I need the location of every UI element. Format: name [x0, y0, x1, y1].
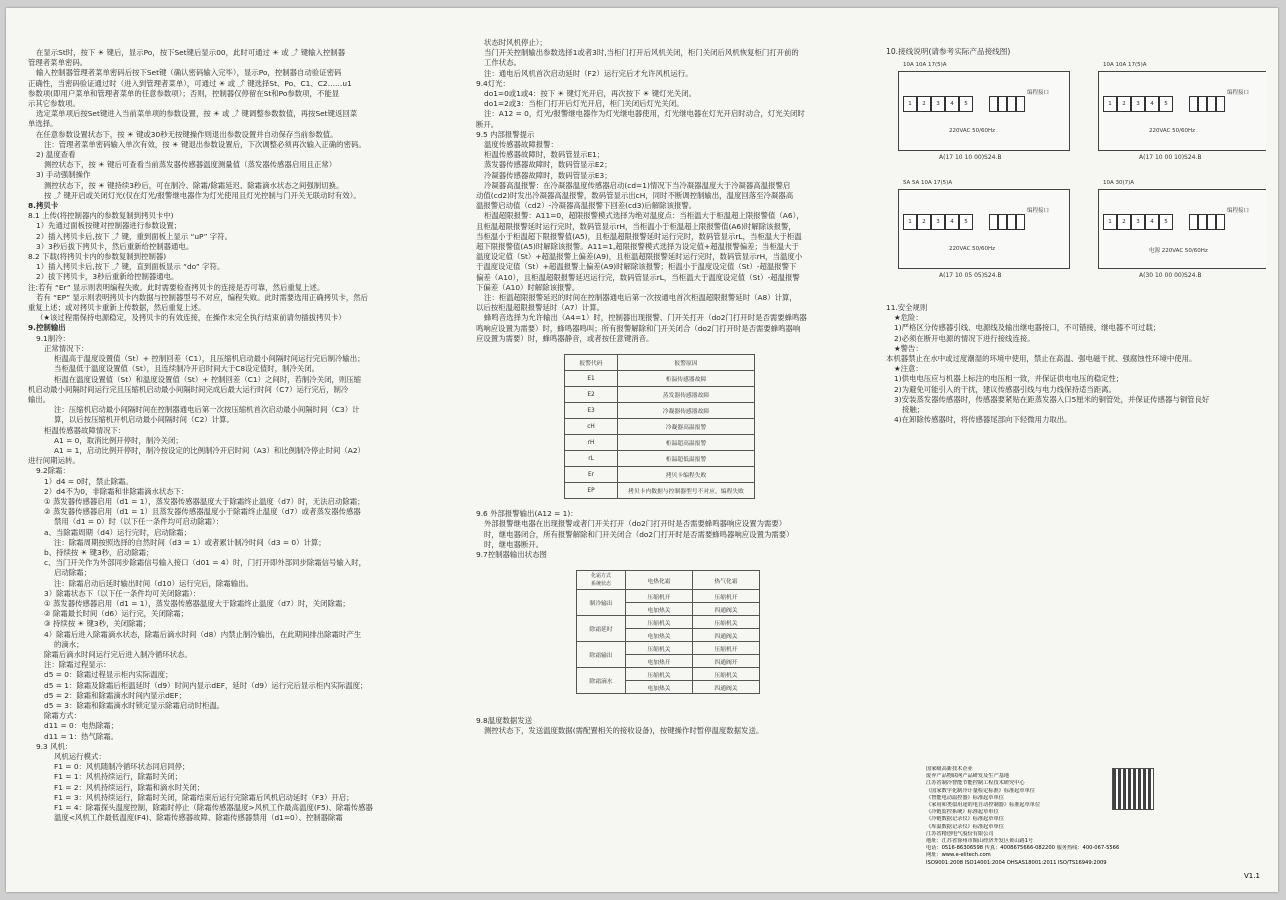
left-text-line: 重复上述；或对拷贝卡重新上传数据，然后重复上述。 [28, 303, 206, 313]
wiring-diagram [898, 180, 1070, 279]
left-text-line: 9.1制冷： [36, 333, 70, 343]
left-text-line: 1）插入拷贝卡后,按下 ⤴ 键，直到面板显示 “do” 字符。 [36, 262, 225, 272]
programming-port-label: 编程接口 [1227, 208, 1250, 214]
left-text-line: 输入控制器管理者菜单密码后按下Set键（确认密码输入完毕），显示Po，控制器自动验证密码 [36, 68, 342, 78]
left-text-line: 正常情况下： [44, 343, 89, 353]
terminal-block: 1 [903, 96, 917, 112]
left-text-line: 机启动最小间隔时间运行完且压缩机启动最小间隔时间完成后最大运行时间（C7）运行完后，制冷 [28, 384, 349, 394]
left-text-line: 除霜方式： [44, 711, 81, 721]
hotgas-defrost-cell: 四通阀关 [693, 603, 760, 616]
sensor-terminal [1007, 214, 1016, 230]
alarm-table-header-code: 报警代码 [565, 355, 618, 371]
terminal-block: 4 [945, 214, 959, 230]
alarm-reason-cell: 拷贝卡内数据与控制器型号不对应，编程失败 [618, 483, 755, 499]
left-text-line: 在任意参数设置状态下，按 ☀ 键或30秒无按键操作则退出参数设置并自动保存当前参数值。 [36, 129, 338, 139]
terminal-block: 1 [903, 214, 917, 230]
sensor-terminal [1207, 96, 1216, 112]
left-text-line: 柜温传感器故障情况下： [44, 425, 126, 435]
column-middle [476, 8, 866, 892]
wiring-diagram [1098, 62, 1266, 161]
middle-text-line: 注：柜温超限报警延迟的时间在控制器通电后第一次按通电首次柜温超限报警延时（A8）计算， [484, 293, 797, 303]
alarm-table-row [565, 403, 755, 419]
middle-text-line: 9.4灯光： [476, 78, 510, 88]
left-text-line: F1 = 0：风机随制冷循环状态同启同停； [54, 762, 190, 772]
company-info-line: 《智能电动温控器》标准起草单位 [926, 794, 1004, 801]
alarm-code-cell: EP [565, 483, 618, 499]
output-table-row [577, 616, 760, 629]
left-text-line: 测控状态下，按 ☀ 键后可查看当前蒸发器传感器温度测量值（蒸发器传感器启用且正常） [44, 160, 337, 170]
programming-port-label: 编程接口 [1027, 90, 1050, 96]
left-text-line: 9.2除霜： [36, 466, 70, 476]
left-text-line: F1 = 2：风机持续运行，除霜和滴水时关闭； [54, 782, 205, 792]
middle-text-line: 且柜温超限报警延时运行完时，数码管显示rH，当柜温小于柜温超上限报警值(A6)时解除该报警， [476, 221, 796, 231]
middle-text-line: 断开。 [476, 119, 499, 129]
middle-text-line: 鸣响应设置为需要）时，蜂鸣器鸣叫；所有报警解除和门开关闭合（do2门打开时是否需要蜂鸣器响 [476, 323, 801, 333]
alarm-reason-cell: 柜温传感器故障 [618, 371, 755, 387]
hotgas-defrost-cell: 四通阀开 [693, 655, 760, 668]
sensor-terminal [989, 214, 998, 230]
safety-text-line: ★注意： [894, 364, 923, 374]
company-info-line: ISO9001:2008 ISO14001:2004 OHSAS18001:2011 ISO/TS16949:2009 [926, 859, 1107, 866]
safety-text-line: 接触； [902, 405, 925, 415]
alarm-code-cell: E1 [565, 371, 618, 387]
middle-text-line: do1=0或1或4：按下 ☀ 键灯光开启，再次按下 ☀ 键灯光关闭。 [484, 89, 697, 99]
wiring-diagrams [886, 63, 1266, 295]
middle-text-line: do1=2或3：当柜门打开后灯光开启，柜门关闭后灯光关闭。 [484, 99, 684, 109]
alarm-table-row [565, 419, 755, 435]
output-table-row [577, 642, 760, 655]
alarm-reason-cell: 拷贝卡编程失败 [618, 467, 755, 483]
sensor-terminal [1207, 214, 1216, 230]
left-text-line: ② 除霜最长时间（d6）运行完，关闭除霜； [44, 609, 189, 619]
middle-text-line: 9.6 外部报警输出(A12 = 1)： [476, 509, 578, 519]
electric-defrost-cell: 电加热关 [626, 629, 693, 642]
left-text-line: d5 = 1：除霜及除霜后柜温延时（d9）时间内显示dEF，延时（d9）运行完后显示柜内实际温度； [44, 680, 368, 690]
electric-defrost-cell: 压缩机开 [626, 590, 693, 603]
alarm-code-cell: E3 [565, 403, 618, 419]
alarm-reason-cell: 柜温超低温报警 [618, 451, 755, 467]
left-text-line: 9.控制输出 [28, 323, 66, 333]
left-text-line: F1 = 4：除霜探头温度控制，除霜时停止（除霜传感器温度>风机工作最高温度(F5)、除霜传感器 [54, 803, 373, 813]
left-text-line: 柜温高于温度设置值（St）+ 控制回差（C1），且压缩机启动最小间隔时间运行完后制冷输出； [54, 354, 365, 364]
hotgas-defrost-cell: 四通阀关 [693, 629, 760, 642]
left-text-line: 2）拔下拷贝卡，3秒后重新给控制器通电。 [36, 272, 179, 282]
output-table-corner: 化霜方式 系统状态 [577, 571, 626, 590]
alarm-table-row [565, 467, 755, 483]
middle-text-line: 测控状态下，发送温度数据(需配置相关的接收设备)，按键操作时暂停温度数据发送。 [484, 726, 764, 736]
alarm-code-table [564, 354, 755, 499]
terminal-block: 3 [1131, 96, 1145, 112]
power-label: 220VAC 50/60Hz [949, 128, 996, 134]
safety-text-line: 3)安装蒸发器传感器时，传感器要紧贴在距蒸发器入口5厘米的铜管处，并保证传感器与铜管良好 [894, 394, 1210, 404]
output-state-name: 除霜输出 [577, 642, 626, 668]
terminal-block: 5 [959, 214, 973, 230]
power-label: 220VAC 50/60Hz [949, 246, 996, 252]
electric-defrost-cell: 压缩机关 [626, 616, 693, 629]
terminal-block: 4 [945, 96, 959, 112]
sensor-terminal [1198, 214, 1207, 230]
alarm-reason-cell: 冷凝器高温报警 [618, 419, 755, 435]
alarm-reason-cell: 柜温超高温报警 [618, 435, 755, 451]
middle-text-line: 状态时风机停止）； [484, 38, 547, 47]
column-right [886, 8, 1266, 892]
company-info-line: 网址：www.e-elitech.com [926, 852, 991, 859]
safety-text-line: ★警告： [894, 343, 923, 353]
wiring-caption: A(30 10 00 00)S24.B [1139, 272, 1202, 279]
middle-text-line: 9.5 内部报警提示 [476, 129, 535, 139]
left-text-line: 除霜后滴水时间运行完后进入制冷循环状态。 [44, 649, 192, 659]
sensor-terminal [998, 96, 1007, 112]
alarm-code-cell: rH [565, 435, 618, 451]
alarm-table-header-reason: 报警原因 [618, 355, 755, 371]
terminal-block: 4 [1145, 96, 1159, 112]
left-text-line: d11 = 1：热气除霜。 [44, 731, 119, 741]
middle-text-line: 以后按柜温超限报警延时（A7）计算。 [476, 303, 605, 313]
terminal-block: 2 [917, 96, 931, 112]
manual-sheet [6, 8, 1278, 892]
output-state-name: 除霜滴水 [577, 668, 626, 694]
left-text-line: 管理者菜单密码。 [28, 58, 88, 68]
left-text-line: F1 = 3：风机持续运行，除霜时关闭，除霜结束后运行完除霜后风机启动延时（F3）开启； [54, 792, 354, 802]
output-state-name: 除霜延时 [577, 616, 626, 642]
safety-text-line: 1)严格区分传感器引线、电源线及输出继电器接口，不可错接，继电器不可过载； [894, 323, 1161, 333]
left-text-line: d5 = 0：除霜过程显示柜内实际温度； [44, 670, 173, 680]
safety-text-line: 4)在卸除传感器时，将传感器尾部向下轻微用力取出。 [894, 415, 1072, 425]
sensor-terminal [1016, 214, 1025, 230]
left-text-line: 注：压缩机启动最小间隔时间在控制器通电后第一次按压缩机首次启动最小间隔时间（C3）计 [54, 405, 360, 415]
left-text-line: 注：除霜过程显示： [44, 660, 111, 670]
terminal-block: 3 [1131, 214, 1145, 230]
left-text-line: （★该过程需保持电源稳定，及拷贝卡的有效连接，在操作未完全执行结束前请勿插拔拷贝卡） [36, 313, 346, 323]
sensor-terminal [989, 96, 998, 112]
middle-text-line: 温度设定值（St）+超温报警上偏差(A9)，且柜温超限报警延时运行完时，数码管显示rH，当温度小 [476, 252, 803, 262]
electric-defrost-cell: 电加热关 [626, 603, 693, 616]
safety-text-line: 2)必须在断开电源的情况下进行接线连接。 [894, 333, 1035, 343]
middle-text-line: 时，继电器闭合，所有报警解除和门开关闭合（do2门打开时是否需要蜂鸣器响应设置为需要） [484, 529, 794, 539]
terminal-block: 2 [1117, 96, 1131, 112]
company-info [926, 766, 1126, 867]
middle-text-line: 动值(cd2)时发出冷凝器高温报警，数码管显示出cH，同时不断调控制输出，温度回落至冷凝器高 [476, 191, 794, 201]
left-text-line: 2）插入拷贝卡后,按下 ⤴ 键，重到面板上显示 “uP” 字符。 [36, 231, 232, 241]
relay-rating-label: 10A 10A 17(5)A [1103, 62, 1147, 68]
terminal-block: 5 [1159, 96, 1173, 112]
company-info-line: 《国家数字化制冷计量检定标准》标准起草单位 [926, 787, 1035, 794]
company-info-line: 《家用和类似用途的电自动控制器》标准起草单位 [926, 802, 1041, 809]
alarm-code-cell: E2 [565, 387, 618, 403]
company-info-line: 《库温数据记录仪》标准起草单位 [926, 823, 1004, 830]
programming-port-label: 编程接口 [1227, 90, 1250, 96]
relay-rating-label: 10A 10A 17(5)A [903, 62, 947, 68]
power-label: 220VAC 50/60Hz [1149, 128, 1196, 134]
middle-text-line: 应设置为需要）时，蜂鸣器静音，或者按任意键消音。 [476, 333, 654, 343]
safety-text-line: 1)供电电压应与机器上标注的电压相一致，并保证供电电压的稳定性； [894, 374, 1124, 384]
electric-defrost-cell: 压缩机关 [626, 668, 693, 681]
left-text-line: 8.1 上传(将控制器内的参数复制到拷贝卡中) [28, 211, 174, 221]
sensor-terminal [1216, 96, 1225, 112]
middle-text-line: 偏差（A10），且柜温超限报警延迟运行完，数码管显示rL，当柜温大于温度设定值（St）-超温报警 [476, 272, 800, 282]
middle-text-line: 冷凝器高温报警：在冷凝器温度传感器启动(cd=1)情况下当冷凝器温度大于冷凝器高温报警启 [484, 180, 791, 190]
left-text-line: 选定菜单项后按Set键进入当前菜单项的参数设置，按 ☀ 或 ⤴ 键调整参数数值，再按Set键返回菜 [36, 109, 358, 119]
left-text-line: 进行间期运转。 [28, 456, 80, 466]
company-info-line: 《冷链监控系统》标准起草单位 [926, 809, 999, 816]
terminal-block: 5 [959, 96, 973, 112]
sensor-terminal [1007, 96, 1016, 112]
left-text-line: 测控状态下，按 ☀ 键持续3秒后，可在制冷、除霜/除霜延迟、除霜滴水状态之间强制切换。 [44, 180, 344, 190]
left-text-line: 注：除霜启动后延时输出时间（d10）运行完后，除霜输出。 [54, 578, 253, 588]
left-text-line: 当柜温低于温度设置值（St），且连续制冷开启时间大于C8设定值时，制冷关闭。 [54, 364, 320, 374]
left-text-line: 参数项(即用户菜单和管理者菜单的任意参数项）；否则，控制器仅停留在St和Po参数项，不能显 [28, 88, 340, 98]
safety-text-line: 11.安全规则 [886, 303, 928, 312]
company-info-line: 江苏省制冷智能节能控制工程技术研究中心 [926, 780, 1025, 787]
sensor-terminal [1016, 96, 1025, 112]
output-table-row [577, 590, 760, 603]
column-left [28, 8, 448, 892]
left-text-line: 注:若有 “Er” 显示则表明编程失败。此时需要检查拷贝卡的连接是否可靠，然后重复上述。 [28, 282, 325, 292]
left-text-line: 禁用（d1 = 0）时（以下任一条件均可启动除霜）： [54, 517, 224, 527]
left-text-line: 1）先通过面板按键对控制器进行参数设置； [36, 221, 182, 231]
wiring-caption: A(17 10 00 10)S24.B [1139, 154, 1202, 161]
company-info-line: 《冷链数据记录仪》标准起草单位 [926, 816, 1004, 823]
company-info-line: 江苏省精创电气股份有限公司 [926, 830, 994, 837]
terminal-block: 4 [1145, 214, 1159, 230]
middle-text-line: 温报警启动值（cd2）-冷凝器高温报警下回差(cd3)后解除该报警。 [476, 201, 697, 211]
left-text-line: 风机运行模式： [54, 752, 106, 762]
left-text-line: 9.3 风机： [36, 741, 73, 751]
qr-code [1112, 768, 1154, 810]
terminal-block: 3 [931, 214, 945, 230]
middle-text-line: 外部报警继电器在出现报警或者门开关打开（do2门打开时是否需要蜂鸣器响应设置为需要） [484, 519, 787, 529]
left-text-line: 3) 手动强制操作 [36, 170, 91, 180]
left-text-line: 注：除霜周期按照选择的自然时间（d3 = 1）或者累计制冷时间（d3 = 0）计算； [54, 537, 326, 547]
alarm-reason-cell: 蒸发器传感器故障 [618, 387, 755, 403]
middle-text-line: 9.8温度数据发送 [476, 716, 533, 726]
middle-text-line: 温度传感器故障报警： [484, 140, 558, 150]
left-text-line: 启动除霜； [54, 568, 91, 578]
programming-port-label: 编程接口 [1027, 208, 1050, 214]
alarm-table-row [565, 483, 755, 499]
middle-text-line: 冷凝器传感器故障时，数码管显示E3； [484, 170, 612, 180]
output-table-header-electric: 电热化霜 [626, 571, 693, 590]
middle-text-line: 9.7控制器输出状态图 [476, 549, 547, 559]
left-text-line: 正确性，当密码验证通过时（进入到管理者菜单），可通过 ☀ 或 ⤴ 键选择St、Po、C1、C2……u1 [28, 78, 352, 88]
left-text-line: A1 = 1，启动比例开停时，制冷按设定的比例制冷开启时间（A3）和比例制冷停止时间（A2） [54, 445, 365, 455]
electric-defrost-cell: 电加热关 [626, 681, 693, 694]
middle-text-line: 下偏差（A10）时解除该报警。 [476, 282, 580, 292]
middle-text-line: 超下限报警值(A5)时解除该报警。A11=1,超限报警模式选择为设定值+超温报警偏差；当柜温大于 [476, 242, 799, 252]
left-text-line: 的滴水； [54, 639, 84, 649]
left-text-line: d11 = 0：电热除霜； [44, 721, 119, 731]
wiring-title: 10.接线说明(请参考实际产品接线图) [886, 47, 1011, 56]
left-text-line: 柜温在温度设置值（St）和温度设置值（St）+ 控制回差（C1）之间时，若制冷关闭，则压缩 [54, 374, 362, 384]
wiring-diagram [898, 62, 1070, 161]
left-text-line: 注：管理者菜单密码输入单次有效，按 ☀ 键退出参数设置后，下次调整必须再次输入正确的密码。 [44, 139, 366, 149]
middle-text-line: 工作状态。 [484, 58, 521, 68]
left-text-line: 温度<风机工作最低温度(F4)、除霜传感器故障、除霜传感器禁用（d1=0）、控制器除霜 [54, 813, 343, 823]
left-text-line: 4）除霜后进入除霜滴水状态，除霜后滴水时间（d8）内禁止制冷输出，在此期间排出除霜时产生 [44, 629, 362, 639]
relay-rating-label: 10A 30(7)A [1103, 180, 1135, 186]
safety-text-line: 2)为避免可能引入的干扰，建议传感器引线与电力线保持适当距离。 [894, 384, 1116, 394]
left-text-line: 算，以后按压缩机开机启动最小间隔时间（C2）计算。 [54, 415, 234, 425]
terminal-block: 5 [1159, 214, 1173, 230]
left-text-line: 若有 “EP” 显示则表明拷贝卡内数据与控制器型号不对应，编程失败。此时需要选用正确拷贝卡，然后 [36, 292, 369, 302]
sensor-terminal [1189, 96, 1198, 112]
sensor-terminal [998, 214, 1007, 230]
left-text-line: 按 ⤴ 键开启或关闭灯光(仅在灯光/报警继电器作为灯光使用且灯光控制与门开关无联动时有效）。 [44, 190, 361, 200]
terminal-block: 1 [1103, 214, 1117, 230]
output-state-name: 制冷输出 [577, 590, 626, 616]
left-text-line: d5 = 3：除霜和除霜滴水时锁定显示除霜启动时柜温。 [44, 701, 225, 710]
output-table-header-hotgas: 热气化霜 [693, 571, 760, 590]
terminal-block: 1 [1103, 96, 1117, 112]
output-table-row [577, 668, 760, 681]
left-text-line: 示其它参数项。 [28, 99, 80, 109]
middle-text-line: 当柜温小于柜温超下限报警值(A5)，且柜温超限报警延时运行完时，数码管显示rL，当柜温大于柜温 [476, 231, 802, 241]
left-text-line: c、当门开关作为外部同步除霜信号输入接口（d01 = 4）时，门打开即外部同步除霜信号输入时， [44, 558, 366, 568]
electric-defrost-cell: 压缩机关 [626, 642, 693, 655]
wiring-caption: A(17 10 10 00)S24.B [939, 154, 1002, 161]
electric-defrost-cell: 电加热开 [626, 655, 693, 668]
middle-text-line: 柜温超限报警：A11=0，超限报警模式选择为绝对温度点：当柜温大于柜温超上限报警值（A6）， [484, 211, 804, 221]
terminal-block: 3 [931, 96, 945, 112]
version-label: V1.1 [1244, 872, 1260, 880]
power-label: 电源 220VAC 50/60Hz [1149, 248, 1208, 254]
left-text-line: a、当除霜周期（d4）运行完时，启动除霜； [44, 527, 191, 537]
middle-text-line: 蜂鸣音选择为允许输出（A4=1）时，控制器出现报警、门开关打开（do2门打开时是否需要蜂鸣器 [484, 313, 807, 323]
alarm-table-row [565, 435, 755, 451]
left-text-line: ② 蒸发器传感器启用（d1 = 1）且蒸发器传感器温度小于除霜终止温度（d7）或者蒸发器传感器 [44, 507, 361, 517]
left-text-line: 单选择。 [28, 119, 58, 129]
left-text-line: ③ 持续按 ☀ 键3秒，关闭除霜； [44, 619, 151, 629]
left-text-line: 输出。 [28, 394, 51, 404]
alarm-reason-cell: 冷凝器传感器故障 [618, 403, 755, 419]
left-text-line: 3）3秒后拔下拷贝卡，然后重新给控制器通电。 [36, 241, 194, 251]
middle-text-line: 当门开关控制输出参数选择1或者3时,当柜门打开后风机关闭，柜门关闭后风机恢复柜门打开前的 [484, 48, 799, 58]
middle-text-line: 时，继电器断开。 [484, 539, 544, 549]
sensor-terminal [1189, 214, 1198, 230]
relay-rating-label: 5A 5A 10A 17(5)A [903, 180, 953, 186]
left-text-line: 1）d4 = 0时，禁止除霜。 [44, 476, 133, 486]
left-text-line: 在显示St时，按下 ☀ 键后，显示Po，按下Set键后显示00，此时可通过 ☀ 或 ⤴ 键输入控制器 [36, 48, 346, 57]
middle-text-line: 于温度设定值（St）+超温报警上偏差(A9)时解除该报警；柜温小于温度设定值（St）-超温报警下 [476, 262, 797, 272]
wiring-diagram [1098, 180, 1266, 279]
hotgas-defrost-cell: 压缩机关 [693, 668, 760, 681]
left-text-line: 2) 温度查看 [36, 150, 76, 160]
left-text-line: 3）除霜状态下（以下任一条件均可关闭除霜）： [44, 588, 201, 598]
company-info-line: 国家级高新技术企业 [926, 766, 973, 772]
left-text-line: d5 = 2：除霜和除霜滴水时间内显示dEF； [44, 690, 187, 700]
hotgas-defrost-cell: 四通阀关 [693, 681, 760, 694]
safety-text-line: ★危险： [894, 313, 923, 323]
left-text-line: F1 = 1：风机持续运行，除霜时关闭； [54, 772, 183, 782]
safety-text-line: 本机器禁止在水中或过度潮湿的环境中使用，禁止在高温、强电磁干扰、强腐蚀性环境中使用。 [886, 354, 1197, 364]
middle-text-line: 蒸发器传感器故障时，数码管显示E2； [484, 160, 612, 170]
alarm-table-row [565, 451, 755, 467]
company-info-line: 废弃产品物联网产品研发及生产基地 [926, 773, 1010, 780]
terminal-block: 2 [1117, 214, 1131, 230]
alarm-table-row [565, 387, 755, 403]
left-text-line: A1 = 0，取消比例开停时，制冷关闭； [54, 435, 183, 445]
terminal-block: 2 [917, 214, 931, 230]
alarm-code-cell: Er [565, 467, 618, 483]
alarm-code-cell: cH [565, 419, 618, 435]
hotgas-defrost-cell: 压缩机开 [693, 642, 760, 655]
left-text-line: ① 蒸发器传感器启用（d1 = 1），蒸发器传感器温度大于除霜终止温度（d7）时，无法启动除霜； [44, 496, 365, 506]
left-text-line: 8.拷贝卡 [28, 201, 59, 211]
alarm-table-row [565, 371, 755, 387]
left-text-line: ① 蒸发器传感器启用（d1 = 1），蒸发器传感器温度大于除霜终止温度（d7）时，关闭除霜； [44, 598, 350, 608]
middle-text-line: 注：A12 = 0，灯光/报警继电器作为灯光继电器使用，灯光继电器在灯光开启时动合，灯光关闭时 [484, 109, 805, 119]
left-text-line: 2）d4不为0，非除霜和非除霜滴水状态下： [44, 486, 189, 496]
output-state-table [576, 570, 760, 694]
company-info-line: 地址：江苏省徐州市铜山经济开发区黄山路1号 [926, 838, 1034, 845]
alarm-code-cell: rL [565, 451, 618, 467]
left-text-line: b、持续按 ☀ 键3秒，启动除霜； [44, 547, 154, 557]
wiring-caption: A(17 10 05 05)S24.B [939, 272, 1002, 279]
company-info-line: 电话：0516-86306598 传真：4008675666-082200 服务热线：400-067-5566 [926, 845, 1120, 852]
middle-text-line: 注：通电后风机首次启动延时（F2）运行完后才允许风机运行。 [484, 68, 693, 78]
sensor-terminal [1216, 214, 1225, 230]
sensor-terminal [1198, 96, 1207, 112]
left-text-line: 8.2 下载(将拷贝卡内的参数复制到控制器) [28, 252, 167, 262]
middle-text-line: 柜温传感器故障时，数码管显示E1； [484, 150, 605, 160]
hotgas-defrost-cell: 压缩机开 [693, 590, 760, 603]
hotgas-defrost-cell: 压缩机关 [693, 616, 760, 629]
